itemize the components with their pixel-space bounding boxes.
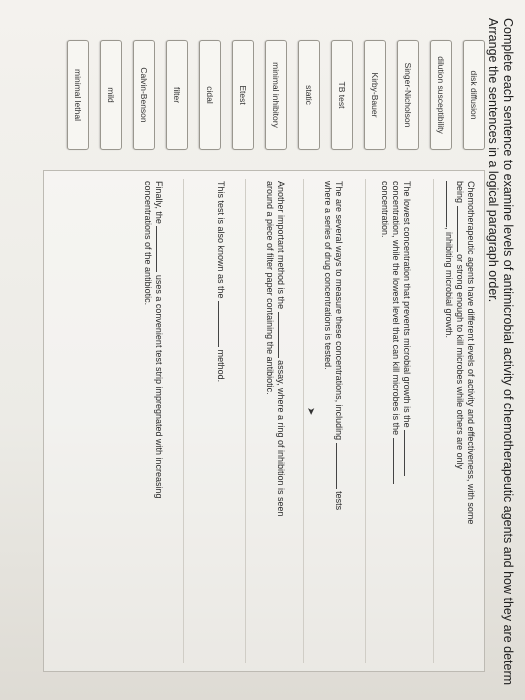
divider xyxy=(303,179,304,663)
sentence-3-text-b: tests xyxy=(334,491,344,511)
sentence-1-text-a: Chemotherapeutic agents have different levels of activity and effectiveness, with some xyxy=(466,181,476,525)
divider xyxy=(365,179,366,663)
word-chip-filter[interactable]: filter xyxy=(166,40,188,150)
instructions xyxy=(485,18,515,698)
sentence-panel xyxy=(43,170,485,672)
blank-2b[interactable] xyxy=(393,438,401,484)
divider xyxy=(433,179,434,663)
blank-3a[interactable] xyxy=(336,443,344,489)
blank-2a[interactable] xyxy=(404,430,412,476)
word-bank xyxy=(56,40,485,150)
word-chip-singer-nicholson[interactable]: Singer-Nicholson xyxy=(397,40,419,150)
mouse-cursor-icon: ➤ xyxy=(305,407,316,416)
sentence-4[interactable] xyxy=(264,181,286,661)
sentence-2-text-c: concentration. xyxy=(380,181,390,238)
word-chip-calvin-benson[interactable]: Calvin-Benson xyxy=(133,40,155,150)
sentence-5[interactable] xyxy=(215,181,226,661)
word-chip-static[interactable]: static xyxy=(298,40,320,150)
word-chip-dilution-susceptibility[interactable]: dilution susceptibility xyxy=(430,40,452,150)
sentence-1-text-d: , inhibiting microbial growth. xyxy=(444,227,454,339)
sentence-6-text-b: uses a convenient test strip impregnated with increasing xyxy=(154,274,164,499)
divider xyxy=(245,179,246,663)
word-chip-kirby-bauer[interactable]: Kirby-Bauer xyxy=(364,40,386,150)
sentence-6-text-c: concentrations of the antibiotic. xyxy=(143,181,153,306)
instruction-line-1: Complete each sentence to examine levels of antimicrobial activity of chemotherapeutic agents and how they are determ xyxy=(501,18,515,686)
blank-1b[interactable] xyxy=(446,181,454,227)
blank-4a[interactable] xyxy=(278,312,286,358)
sentence-6-text-a: Finally, the xyxy=(154,181,164,224)
sentence-2-text-a: The lowest concentration that prevents microbial growth is the xyxy=(402,181,412,428)
word-chip-minimal-lethal[interactable]: minimal lethal xyxy=(67,40,89,150)
sentence-4-text-a: Another important method is the xyxy=(276,181,286,310)
sentence-4-text-b: assay, where a ring of inhibition is seen xyxy=(276,360,286,517)
blank-1a[interactable] xyxy=(457,206,465,252)
blank-5a[interactable] xyxy=(218,301,226,347)
sentence-6[interactable] xyxy=(142,181,164,661)
word-chip-mild[interactable]: mild xyxy=(100,40,122,150)
sentence-1-text-c: or strong enough to kill microbes while others are only xyxy=(455,254,465,470)
instruction-line-2: Arrange the sentences in a logical paragraph order. xyxy=(486,18,500,303)
sentence-3-text-c: where a series of drug concentrations is tested. xyxy=(323,181,333,370)
sentence-1-text-b: being xyxy=(455,181,465,204)
sentence-5-text-b: method. xyxy=(216,349,226,383)
sentence-2-text-b: concentration, while the lowest level that can kill microbes is the xyxy=(391,181,401,436)
sentence-2[interactable] xyxy=(379,181,412,661)
divider xyxy=(183,179,184,663)
sentence-1[interactable] xyxy=(443,181,476,661)
sentence-3[interactable] xyxy=(322,181,344,661)
sentence-5-text-a: This test is also known as the xyxy=(216,181,226,299)
word-chip-tb-test[interactable]: TB test xyxy=(331,40,353,150)
blank-6a[interactable] xyxy=(156,226,164,272)
word-chip-cidal[interactable]: cidal xyxy=(199,40,221,150)
word-chip-minimal-inhibitory[interactable]: minimal inhibitory xyxy=(265,40,287,150)
word-chip-etest[interactable]: Etest xyxy=(232,40,254,150)
sentence-3-text-a: The are several ways to measure these concentrations, including xyxy=(334,181,344,441)
word-chip-disk-diffusion[interactable]: disk diffusion xyxy=(463,40,485,150)
sentence-4-text-c: around a piece of filter paper containing the antibiotic. xyxy=(265,181,275,395)
